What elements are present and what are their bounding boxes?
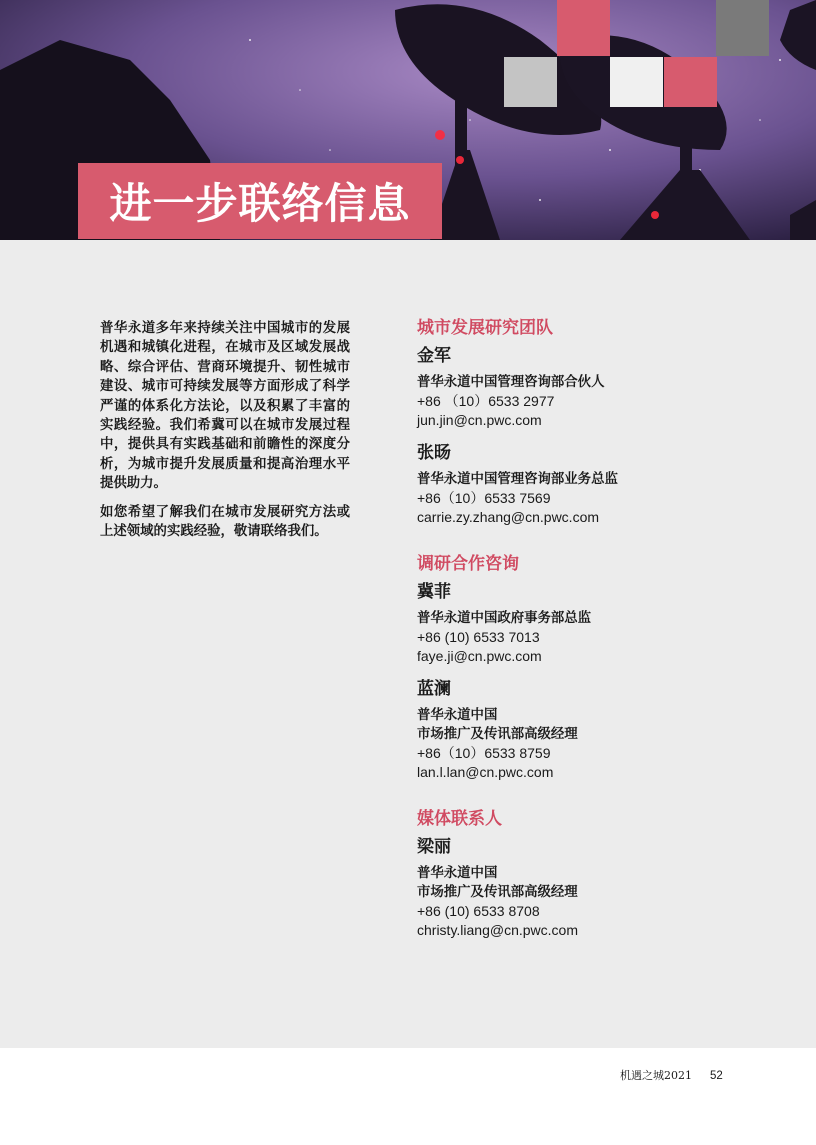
contact-card xyxy=(417,345,777,430)
section-title: 城市发展研究团队 xyxy=(417,318,553,338)
accent-square-white xyxy=(610,57,663,107)
publication-name: 机遇之城2021 xyxy=(620,1069,692,1082)
page-title-box xyxy=(78,163,442,239)
intro-paragraph-1: 普华永道多年来持续关注中国城市的发展机遇和城镇化进程，在城市及区域发展战略、综合评估、营商环境提升、韧性城市建设、城市可持续发展等方面形成了科学严谨的体系化方法论，以及积累了丰富的实践经验。我们希冀可以在城市发展过程中，提供具有实践基础和前瞻性的深度分析，为城市提升发展质量和提高治理水平提供助力。 xyxy=(100,320,350,492)
contact-section xyxy=(417,553,777,782)
section-title: 调研合作咨询 xyxy=(417,554,519,574)
contact-email[interactable]: jun.jin@cn.pwc.com xyxy=(417,412,542,428)
contact-section xyxy=(417,317,777,527)
contact-phone: +86（10）6533 7569 xyxy=(417,490,551,506)
contact-email[interactable]: lan.l.lan@cn.pwc.com xyxy=(417,764,554,780)
contact-org: 普华永道中国 xyxy=(417,865,498,881)
contact-title: 普华永道中国管理咨询部业务总监 xyxy=(417,471,618,487)
contact-phone: +86（10）6533 8759 xyxy=(417,745,551,761)
contact-org: 普华永道中国 xyxy=(417,707,498,723)
intro-text xyxy=(100,319,350,550)
contact-title: 市场推广及传讯部高级经理 xyxy=(417,884,578,900)
contact-section xyxy=(417,808,777,940)
intro-paragraph-2: 如您希望了解我们在城市发展研究方法或上述领域的实践经验，敬请联络我们。 xyxy=(100,503,350,540)
contact-name: 张旸 xyxy=(417,443,451,463)
accent-square-pink xyxy=(557,0,610,56)
contact-email[interactable]: faye.ji@cn.pwc.com xyxy=(417,648,542,664)
contact-title: 普华永道中国政府事务部总监 xyxy=(417,610,592,626)
contact-card xyxy=(417,442,777,527)
contact-name: 冀菲 xyxy=(417,582,451,602)
contacts-column xyxy=(417,317,777,960)
contact-email[interactable]: carrie.zy.zhang@cn.pwc.com xyxy=(417,509,600,525)
contact-name: 梁丽 xyxy=(417,837,451,857)
contact-email[interactable]: christy.liang@cn.pwc.com xyxy=(417,922,578,938)
hero-banner xyxy=(0,0,816,240)
accent-square-light-grey xyxy=(504,57,557,107)
contact-name: 蓝澜 xyxy=(417,679,451,699)
contact-card xyxy=(417,581,777,666)
contact-title: 市场推广及传讯部高级经理 xyxy=(417,726,578,742)
contact-card xyxy=(417,678,777,782)
contact-phone: +86 (10) 6533 8708 xyxy=(417,903,540,919)
section-title: 媒体联系人 xyxy=(417,809,502,829)
contact-name: 金军 xyxy=(417,346,451,366)
contact-phone: +86 （10）6533 2977 xyxy=(417,393,555,409)
contact-title: 普华永道中国管理咨询部合伙人 xyxy=(417,374,605,390)
contact-card xyxy=(417,836,777,940)
page-footer xyxy=(620,1067,723,1083)
accent-square-grey xyxy=(716,0,769,56)
page-title: 进一步联络信息 xyxy=(109,179,411,228)
accent-square-pink-2 xyxy=(664,57,717,107)
contact-phone: +86 (10) 6533 7013 xyxy=(417,629,540,645)
page-number: 52 xyxy=(710,1070,723,1082)
